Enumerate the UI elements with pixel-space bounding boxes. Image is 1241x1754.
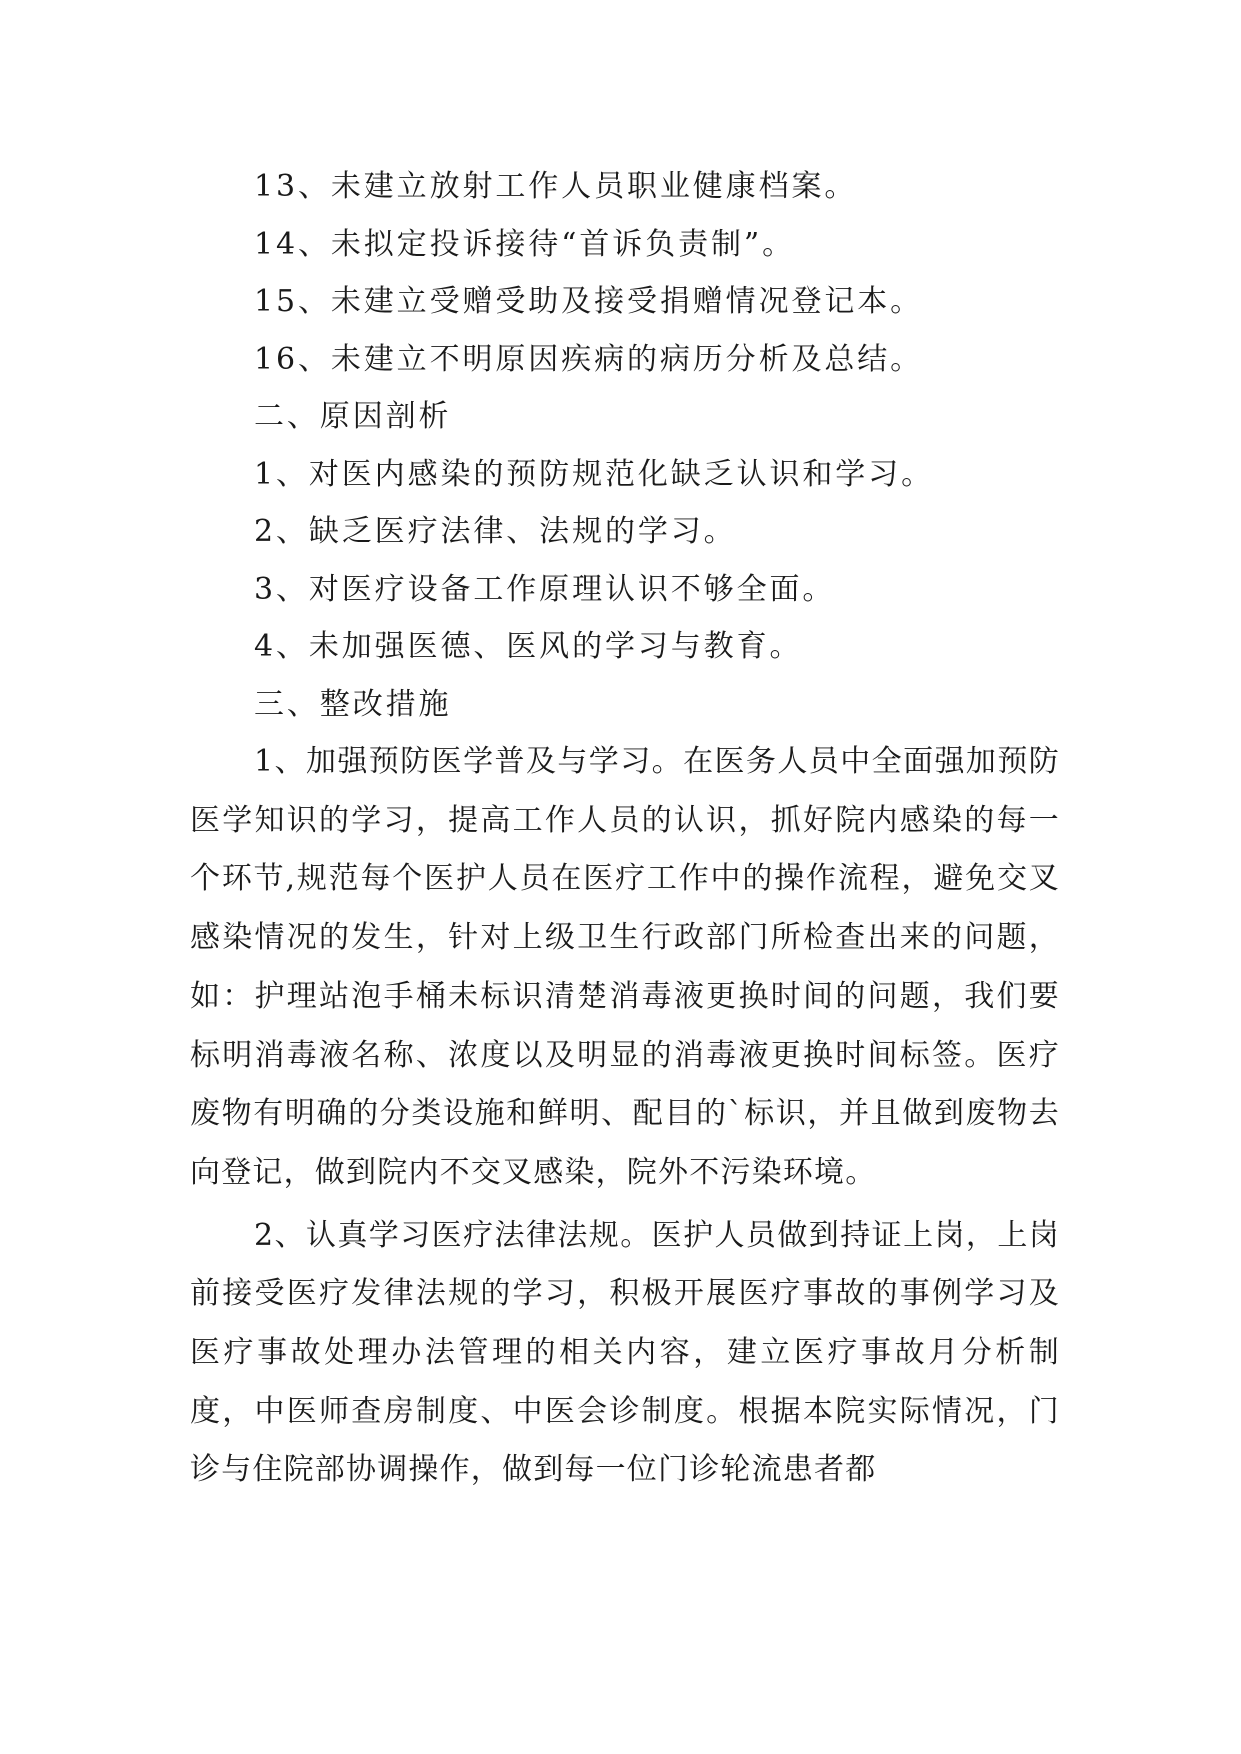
list-item-15: 15、未建立受赠受助及接受捐赠情况登记本。 [254,284,924,319]
section-heading-cause-analysis: 二、原因剖析 [254,399,452,434]
cause-item-1: 1、对医内感染的预防规范化缺乏认识和学习。 [254,456,934,492]
document-body [190,158,1060,1500]
list-item-14: 14、未拟定投诉接待“首诉负责制”。 [254,226,796,262]
cause-item-4: 4、未加强医德、医风的学习与教育。 [254,629,803,664]
list-item-16: 16、未建立不明原因疾病的病历分析及总结。 [254,341,924,377]
list-item-13: 13、未建立放射工作人员职业健康档案。 [254,169,858,204]
cause-item-3: 3、对医疗设备工作原理认识不够全面。 [254,571,836,607]
cause-item-2: 2、缺乏医疗法律、法规的学习。 [254,514,737,549]
section-heading-rectification: 三、整改措施 [254,686,452,722]
rectification-paragraph-2: 2、认真学习医疗法律法规。医护人员做到持证上岗，上岗前接受医疗发律法规的学习，积极开展医疗事故的事例学习及医疗事故处理办法管理的相关内容，建立医疗事故月分析制度，中医师查房制度、中医会诊制度。根据本院实际情况，门诊与住院部协调操作，做到每一位门诊轮流患者都 [190,1217,1060,1488]
rectification-paragraph-1: 1、加强预防医学普及与学习。在医务人员中全面强加预防医学知识的学习，提高工作人员的认识，抓好院内感染的每一个环节,规范每个医护人员在医疗工作中的操作流程，避免交叉感染情况的发生，针对上级卫生行政部门所检查出来的问题，如：护理站泡手桶未标识清楚消毒液更换时间的问题，我们要标明消毒液名称、浓度以及明显的消毒液更换时间标签。医疗废物有明确的分类设施和鲜明、配目的`标识，并且做到废物去向登记，做到院内不交叉感染，院外不污染环境。 [190,744,1060,1190]
